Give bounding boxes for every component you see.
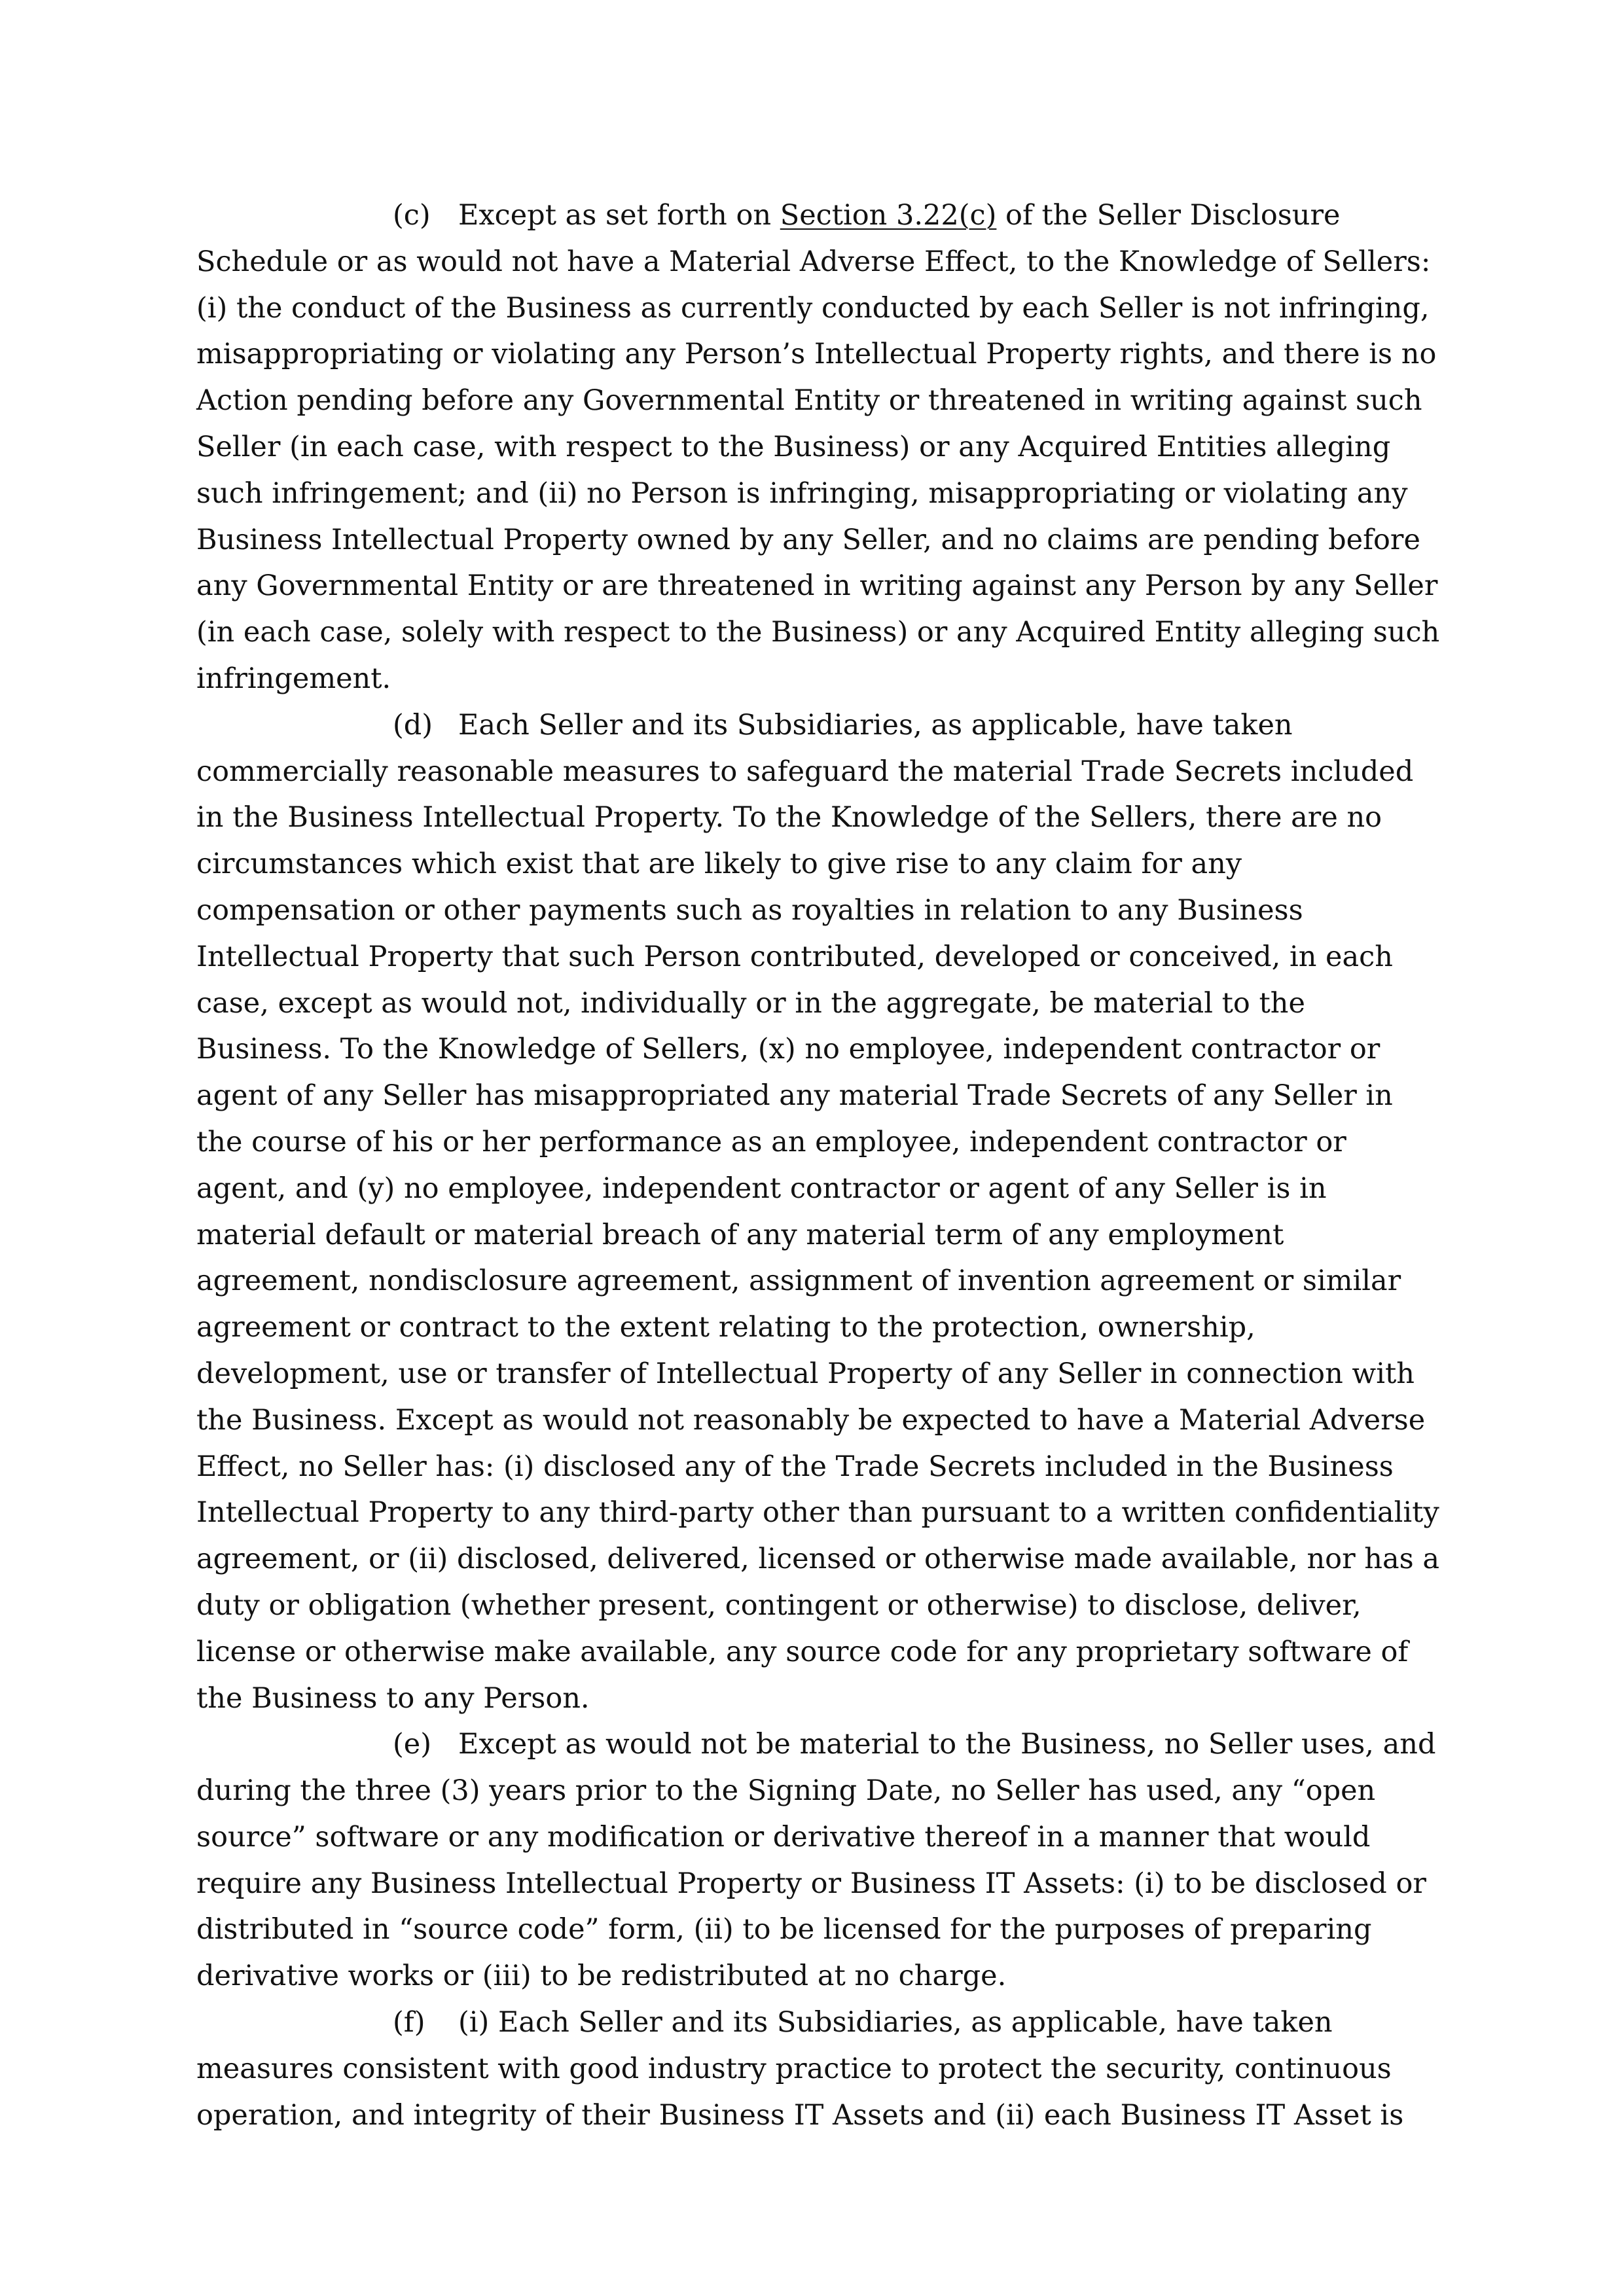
paragraph-text: (i) Each Seller and its Subsidiaries, as applicable, have taken measures consistent with good industry practice to protect the security, continuous operation, and integrity of their Business IT Assets and (ii) each Business IT Asset is — [196, 2006, 1404, 2132]
document-page — [196, 192, 1440, 2138]
paragraph-text: Each Seller and its Subsidiaries, as applicable, have taken commercially reasonable measures to safeguard the material Trade Secrets included in the Business Intellectual Property. To the Knowledge of the Sellers, there are no circumstances which exist that are likely to give rise to any claim for any compensation or other payments such as royalties in relation to any Business Intellectual Property that such Person contributed, developed or conceived, in each case, except as would not, individually or in the aggregate, be material to the Business. To the Knowledge of Sellers, (x) no employee, independent contractor or agent of any Seller has misappropriated any material Trade Secrets of any Seller in the course of his or her performance as an employee, independent contractor or agent, and (y) no employee, independent contractor or agent of any Seller is in material default or material breach of any material term of any employment agreement, nondisclosure agreement, assignment of invention agreement or similar agreement or contract to the extent relating to the protection, ownership, development, use or transfer of Intellectual Property of any Seller in connection with the Business. Except as would not reasonably be expected to have a Material Adverse Effect, no Seller has: (i) disclosed any of the Trade Secrets included in the Business Intellectual Property to any third-party other than pursuant to a written confidentiality agreement, or (ii) disclosed, delivered, licensed or otherwise made available, nor has a duty or obligation (whether present, contingent or otherwise) to disclose, deliver, license or otherwise make available, any source code for any proprietary software of the Business to any Person. — [196, 708, 1439, 1715]
paragraph-label: (c) — [393, 199, 431, 232]
paragraph-text: of the Seller Disclosure Schedule or as would not have a Material Adverse Effect, to the Knowledge of Sellers: (i) the conduct of the Business as currently conducted by each Seller is not infringing, misappropriating or violating any Person’s Intellectual Property rights, and there is no Action pending before any Governmental Entity or threatened in writing against such Seller (in each case, with respect to the Business) or any Acquired Entities alleging such infringement; and (ii) no Person is infringing, misappropriating or violating any Business Intellectual Property owned by any Seller, and no claims are pending before any Governmental Entity or are threatened in writing against any Person by any Seller (in each case, solely with respect to the Business) or any Acquired Entity alleging such infringement. — [196, 199, 1440, 695]
paragraph-label: (d) — [393, 708, 433, 742]
paragraph-lead-text: Except as set forth on — [458, 199, 780, 232]
paragraph-e — [196, 1721, 1440, 2000]
paragraph-label: (f) — [393, 2006, 425, 2039]
paragraph-f — [196, 2000, 1440, 2138]
paragraph-label: (e) — [393, 1728, 431, 1761]
paragraph-d — [196, 702, 1440, 1722]
paragraph-text: Except as would not be material to the Business, no Seller uses, and during the three (3) years prior to the Signing Date, no Seller has used, any “open source” software or any modification or derivative thereof in a manner that would require any Business Intellectual Property or Business IT Assets: (i) to be disclosed or distributed in “source code” form, (ii) to be licensed for the purposes of preparing derivative works or (iii) to be redistributed at no charge. — [196, 1728, 1436, 1993]
section-reference: Section 3.22(c) — [780, 199, 997, 232]
paragraph-c — [196, 192, 1440, 702]
